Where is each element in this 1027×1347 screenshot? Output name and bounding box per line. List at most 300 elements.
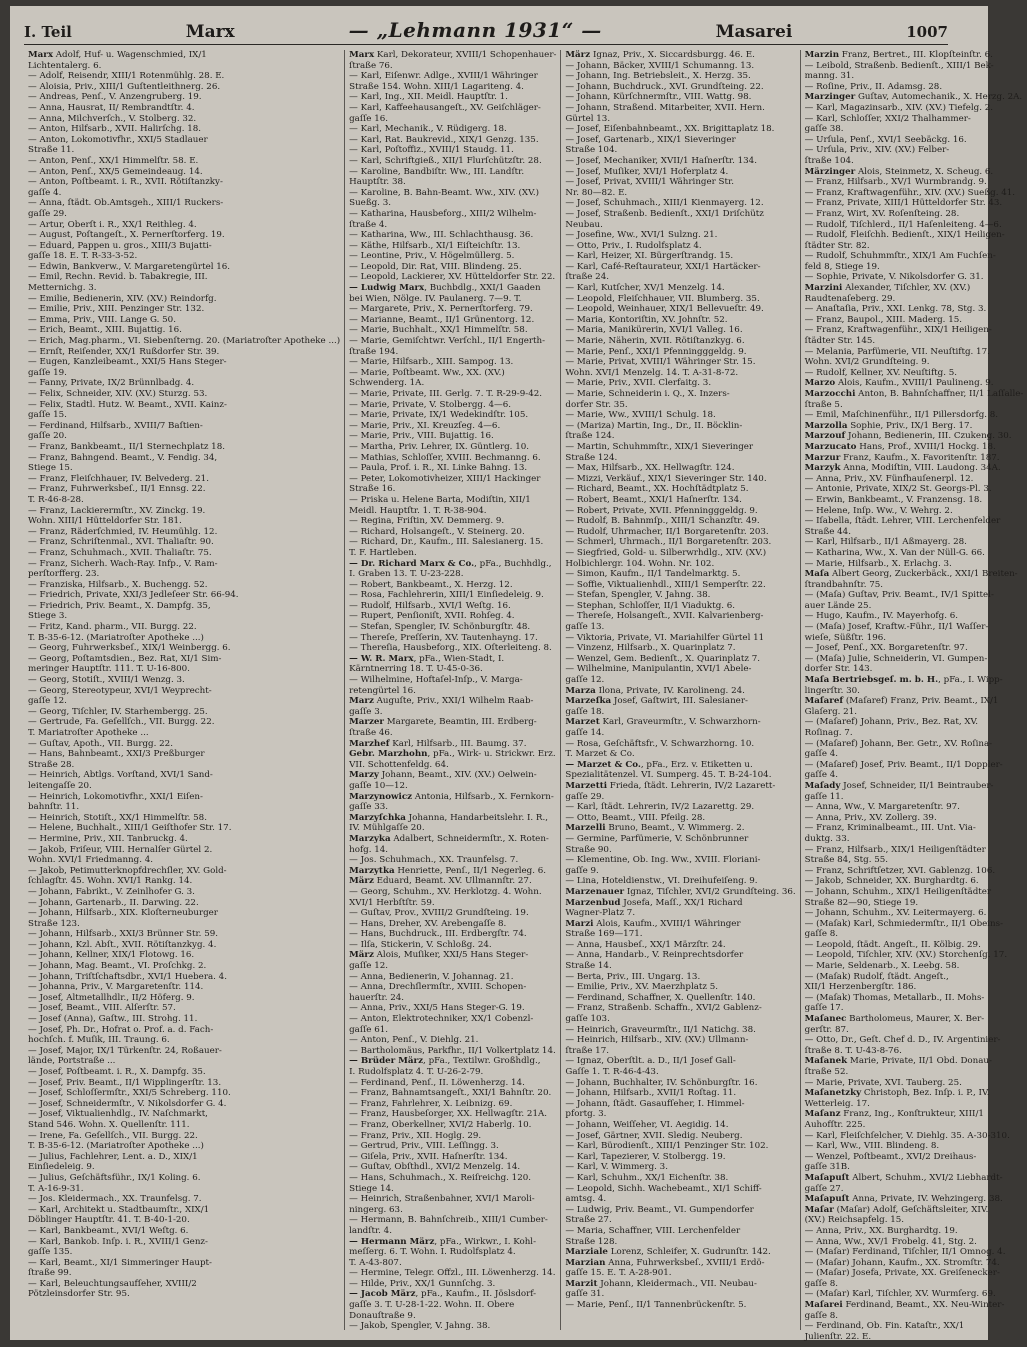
entry-text: Stiege 14. xyxy=(349,1183,394,1194)
directory-entry-line xyxy=(349,230,556,241)
column-3 xyxy=(561,50,800,1330)
entry-text: (Maſaref) Franz, Priv. Beamt., IX/1 xyxy=(843,696,999,707)
directory-entry-line xyxy=(28,400,340,411)
directory-entry-line xyxy=(805,749,1024,760)
entry-text: — Ludwig, Priv. Beamt., VI. Gumpendorfer xyxy=(565,1204,754,1215)
entry-text: ſtraße 104. xyxy=(804,155,854,166)
directory-entry-line xyxy=(565,209,795,220)
directory-entry-line xyxy=(349,198,556,209)
directory-entry-line xyxy=(565,1131,795,1142)
directory-entry-line xyxy=(349,241,556,252)
directory-entry-line xyxy=(349,347,556,358)
directory-entry-line xyxy=(805,717,1024,728)
directory-entry-line xyxy=(565,114,795,125)
directory-entry-line xyxy=(349,315,556,326)
entry-text: Wohn. XVI/1 Menzelg. 14. T. A-31-8-72. xyxy=(565,367,739,378)
entry-text: gaſſe 38. xyxy=(804,124,844,135)
directory-entry-line xyxy=(805,463,1024,474)
directory-entry-line xyxy=(28,1226,340,1237)
entry-text: — Emilie, Priv., XIII. Penzinger Str. 132. xyxy=(28,304,205,315)
entry-text: — Jakob, Friſeur, VIII. Hernalſer Gürtel 2. xyxy=(28,844,213,855)
entry-surname: Marzit xyxy=(565,1278,598,1289)
directory-entry-line xyxy=(349,1099,556,1110)
directory-entry-line xyxy=(28,347,340,358)
directory-entry-line xyxy=(565,1099,795,1110)
directory-entry-line xyxy=(28,749,340,760)
directory-entry-line xyxy=(565,198,795,209)
directory-entry-line xyxy=(565,845,795,856)
directory-entry-line xyxy=(349,887,556,898)
entry-text: — Melania, Parfümerie, VII. Neuſtiftg. 17. xyxy=(804,346,990,357)
directory-entry-line xyxy=(565,484,795,495)
entry-text: Alois, Kaufm., XVIII/1 Paulineng. 9. xyxy=(835,378,994,389)
directory-entry-line xyxy=(805,601,1024,612)
directory-entry-line xyxy=(349,1162,556,1173)
directory-entry-line xyxy=(565,1289,795,1300)
entry-text: — Johann, Straßend. Mitarbeiter, XVII. Hern. xyxy=(565,102,765,113)
directory-entry-line xyxy=(805,1067,1024,1078)
entry-surname: Marx xyxy=(28,50,54,60)
entry-text: — (Maſaref) Josef, Priv. Beamt., II/1 Doppler- xyxy=(804,759,1003,770)
directory-entry-line xyxy=(565,569,795,580)
directory-entry-line xyxy=(565,103,795,114)
entry-text: , Buchbdlg., XXI/1 Gaaden xyxy=(424,283,541,294)
entry-text: — (Maſak) Thomas, Metallarb., II. Mohs- xyxy=(804,992,985,1003)
directory-entry-line xyxy=(28,410,340,421)
entry-text: duktg. 33. xyxy=(804,833,850,844)
entry-text: — Heinrich, Lokomotivfhr., XXI/1 Eiſen- xyxy=(28,791,203,802)
entry-text: Wetterleig. 17. xyxy=(804,1098,870,1109)
entry-text: — Gertrude, Fa. Geſellſch., VII. Burgg. 22. xyxy=(28,717,215,728)
entry-text: — Gertrud, Priv., VIII. Leſſingg. 3. xyxy=(349,1141,499,1152)
directory-entry-line xyxy=(28,1194,340,1205)
directory-entry-line xyxy=(28,813,340,824)
directory-entry-line xyxy=(349,1194,556,1205)
entry-text: — (Maſar) Johann, Kaufm., XX. Stromſtr. 74. xyxy=(804,1257,1000,1268)
directory-entry-line xyxy=(349,717,556,728)
directory-entry-line xyxy=(805,1120,1024,1131)
entry-text: — Karl, Rat. Baukrevid., XIX/1 Genzg. 135. xyxy=(349,134,539,145)
entry-text: — Anton, Elektrotechniker, XX/1 Cobenzl- xyxy=(349,1014,534,1025)
entry-text: — Urſula, Priv., XIV. (XV.) Felber- xyxy=(804,145,950,156)
directory-entry-line xyxy=(805,103,1024,114)
entry-text: — Richard, Beamt., XX. Hochſtädtplatz 5. xyxy=(565,484,749,495)
entry-text: — Franz, Hilfsarb., XIX/1 Heiligenſtädter xyxy=(804,844,986,855)
entry-text: — Ferdinand, Penſ., II. Löwenherzg. 14. xyxy=(349,1077,525,1088)
directory-entry-line xyxy=(28,1184,340,1195)
directory-entry-line xyxy=(28,114,340,125)
directory-entry-line xyxy=(805,527,1024,538)
entry-text: — Karl, Kaffeehausangeſt., XV. Geiſchläger- xyxy=(349,102,541,113)
entry-surname: Marzur xyxy=(804,452,841,463)
entry-surname: — Marzet & Co. xyxy=(565,759,641,770)
entry-text: — Max, Hilfsarb., XX. Hellwagſtr. 124. xyxy=(565,463,735,474)
part-label: I. Teil xyxy=(24,23,72,41)
entry-text: — (Maſak) Rudolf, ſtädt. Angeſt., xyxy=(804,971,949,982)
entry-text: — Marie, Penſ., II/1 Tannenbrückenſtr. 5. xyxy=(565,1300,747,1311)
directory-entry-line xyxy=(565,792,795,803)
entry-text: — Ilſa, Stickerin, V. Schloßg. 24. xyxy=(349,939,492,950)
entry-text: Karl, Dekorateur, XVIII/1 Schopenhauer- xyxy=(374,50,557,60)
entry-text: — Viktoria, Private, VI. Mariahilfer Gürtel 11 xyxy=(565,632,765,643)
directory-entry-line xyxy=(805,1046,1024,1057)
directory-entry-line xyxy=(349,749,556,760)
directory-entry-line xyxy=(349,1247,556,1258)
directory-entry-line xyxy=(805,940,1024,951)
directory-entry-line xyxy=(805,728,1024,739)
entry-surname: Marzinger xyxy=(804,92,856,103)
entry-text: — Johann, Schuhm., XV. Leitermayerg. 6. xyxy=(804,908,987,919)
directory-entry-line xyxy=(805,1300,1024,1311)
entry-text: gaſſe 31. xyxy=(565,1289,605,1300)
directory-entry-line xyxy=(565,749,795,760)
directory-entry-line xyxy=(28,537,340,548)
directory-entry-line xyxy=(565,1162,795,1173)
directory-entry-line xyxy=(565,368,795,379)
entry-text: — Giſela, Priv., XVII. Haſnerſtr. 134. xyxy=(349,1151,508,1162)
directory-entry-line xyxy=(565,167,795,178)
directory-entry-line xyxy=(349,580,556,591)
directory-entry-line xyxy=(349,1215,556,1226)
entry-text: — Franz, Hausbeſorger, XX. Hellwagſtr. 21A. xyxy=(349,1109,548,1120)
entry-text: — Anna, Hausbeſ., XX/1 Märzſtr. 24. xyxy=(565,939,726,950)
entry-surname: Maſady xyxy=(804,780,841,791)
entry-text: gaſſe 18. E. T. R-33-3-52. xyxy=(28,251,138,262)
entry-text: — Fanny, Private, IX/2 Brünnlbadg. 4. xyxy=(28,378,195,389)
directory-entry-line xyxy=(28,739,340,750)
entry-text: gaſſe 12. xyxy=(565,675,605,686)
directory-entry-line xyxy=(565,177,795,188)
directory-entry-line xyxy=(565,1025,795,1036)
directory-entry-line xyxy=(565,664,795,675)
directory-entry-line xyxy=(565,696,795,707)
entry-text: Glaſerg. 21. xyxy=(804,706,857,717)
directory-entry-line xyxy=(565,972,795,983)
entry-text: — Marie, Ww., XVIII/1 Schulg. 18. xyxy=(565,410,716,421)
directory-entry-line xyxy=(349,1131,556,1142)
entry-text: — Josef, Straßenb. Bedienſt., XXI/1 Driſchütz xyxy=(565,208,764,219)
entry-text: gaſſe 15. E. T. A-28-901. xyxy=(565,1268,672,1279)
directory-entry-line xyxy=(349,1152,556,1163)
directory-entry-line xyxy=(565,654,795,665)
entry-text: VII. Schottenfeldg. 64. xyxy=(349,759,449,770)
entry-text: — Hugo, Kaufm., IV. Mayerhofg. 6. xyxy=(804,611,959,622)
entry-surname: Marzer xyxy=(349,717,384,728)
directory-entry-line xyxy=(565,537,795,548)
entry-text: — Josef, Altmetallhdlr., II/2 Höferg. 9. xyxy=(28,992,195,1003)
directory-entry-line xyxy=(565,548,795,559)
directory-entry-line xyxy=(565,1120,795,1131)
directory-entry-line xyxy=(565,50,795,61)
entry-text: — Karl, Architekt u. Stadtbaumſtr., XIX/1 xyxy=(28,1204,210,1215)
entry-surname: März xyxy=(349,876,374,887)
entry-text: — Leontine, Priv., V. Högelmüllerg. 5. xyxy=(349,251,515,262)
entry-text: — Wenzel, Poſtbeamt., XVI/2 Dreihaus- xyxy=(804,1151,977,1162)
entry-text: — Johann, Fabrikt., V. Zeinlhofer G. 3. xyxy=(28,886,195,897)
directory-entry-line xyxy=(28,633,340,644)
directory-entry-line xyxy=(805,61,1024,72)
entry-text: — Jos. Schuhmach., XX. Traunfelsg. 7. xyxy=(349,855,519,866)
directory-entry-line xyxy=(805,167,1024,178)
entry-text: — Heinrich, Straßenbahner, XVI/1 Maroli- xyxy=(349,1194,535,1205)
directory-entry-line xyxy=(805,1056,1024,1067)
directory-entry-line xyxy=(349,1205,556,1216)
entry-text: — Josef, Gärtner, XVII. Sledig. Neuberg. xyxy=(565,1130,743,1141)
directory-entry-line xyxy=(28,919,340,930)
entry-surname: Marzenbud xyxy=(565,897,621,908)
directory-entry-line xyxy=(28,294,340,305)
entry-text: — Bartholomäus, Parkfhr., II/1 Volkertplatz 14. xyxy=(349,1045,556,1056)
directory-entry-line xyxy=(349,929,556,940)
entry-text: Lichtentalerg. 6. xyxy=(28,60,102,71)
directory-entry-line xyxy=(28,707,340,718)
entry-text: — Karl, Magazinsarb., XIV. (XV.) Tiefelg. 2. xyxy=(804,102,994,113)
entry-text: — Simon, Kaufm., II/1 Tandelmarktg. 5. xyxy=(565,569,741,580)
entry-text: Ignaz, Tiſchler, XVI/2 Grundſteing. 36. xyxy=(624,886,796,897)
entry-text: Straße 27. xyxy=(565,1215,612,1226)
entry-text: Stiege 15. xyxy=(28,463,73,474)
entry-text: Josef, Gaſtwirt, III. Salesianer- xyxy=(611,696,748,707)
entry-text: Straße 28. xyxy=(28,759,75,770)
directory-entry-line xyxy=(805,781,1024,792)
directory-entry-line xyxy=(349,940,556,951)
directory-entry-line xyxy=(28,559,340,570)
entry-text: — Josef, Ph. Dr., Hofrat o. Prof. a. d. Fach- xyxy=(28,1024,214,1035)
directory-entry-line xyxy=(349,993,556,1004)
entry-text: Straße 154. Wohn. XIII/1 Lagariteng. 4. xyxy=(349,81,524,92)
directory-entry-line xyxy=(565,611,795,622)
entry-text: — Josef, Mechaniker, XVII/1 Haſnerſtr. 134. xyxy=(565,155,757,166)
directory-entry-line xyxy=(805,1279,1024,1290)
entry-text: Nr. 80—82. E. xyxy=(565,187,628,198)
entry-text: — Franz, Priv., XII. Hoglg. 29. xyxy=(349,1130,482,1141)
directory-entry-line xyxy=(28,1279,340,1290)
entry-text: Straße 124. xyxy=(565,452,618,463)
entry-text: ſtraße 52. xyxy=(804,1067,849,1077)
entry-text: — Karl, Beamt., XI/1 Simmeringer Haupt- xyxy=(28,1257,212,1268)
directory-entry-line xyxy=(349,961,556,972)
directory-entry-line xyxy=(349,696,556,707)
directory-entry-line xyxy=(805,209,1024,220)
first-keyword: Marx xyxy=(185,22,235,42)
entry-text: — Anna, Bedienerin, V. Johannag. 21. xyxy=(349,971,514,982)
entry-text: Alois, Kaufm., XVIII/1 Währinger xyxy=(593,918,741,929)
entry-text: T. A-43-807. xyxy=(349,1257,402,1268)
directory-entry-line xyxy=(28,876,340,887)
directory-entry-line xyxy=(28,972,340,983)
directory-entry-line xyxy=(28,177,340,188)
entry-text: — (Maſaref) Johann, Priv., Bez. Rat, XV. xyxy=(804,717,979,728)
entry-text: — Marianne, Beamt., II/1 Grünentorg. 12. xyxy=(349,314,535,325)
directory-entry-line xyxy=(805,972,1024,983)
directory-entry-line xyxy=(805,569,1024,580)
directory-entry-line xyxy=(349,209,556,220)
entry-text: — Rudolf, Uhrmacher, II/1 Borgaretenſtr. 203. xyxy=(565,526,769,537)
entry-text: gaſſe 4. xyxy=(804,770,839,781)
directory-entry-line xyxy=(565,919,795,930)
entry-text: — Thereſe, Preſſerin, XV. Tautenhayng. 17. xyxy=(349,632,538,643)
directory-entry-line xyxy=(28,664,340,675)
entry-text: — Felix, Schneider, XIV. (XV.) Sturzg. 53. xyxy=(28,389,208,399)
entry-text: — Georg, Poſtamtsdien., Bez. Rat, XI/1 Sim- xyxy=(28,653,222,664)
entry-text: — Rudolf, Tiſchlerd., II/1 Haſenleiteng. 4—6. xyxy=(804,219,1002,230)
entry-text: — Jakob, Petimutterknopfdrechſler, XV. Gold- xyxy=(28,865,227,876)
entry-text: — Franz, Bahnamtsangeſt., XXI/1 Bahnſtr. 20. xyxy=(349,1088,552,1099)
directory-entry-line xyxy=(565,717,795,728)
directory-entry-line xyxy=(565,230,795,241)
directory-entry-line xyxy=(28,421,340,432)
entry-text: — Anton, Penſ., XX/5 Gemeindeaug. 14. xyxy=(28,166,203,177)
directory-entry-line xyxy=(805,347,1024,358)
entry-surname: Marzeſka xyxy=(565,696,612,707)
directory-entry-line xyxy=(28,378,340,389)
entry-text: — Rosa, Geſchäftsfr., V. Schwarzhorng. 10. xyxy=(565,738,755,749)
entry-text: lände, Portstraße ... xyxy=(28,1056,116,1067)
entry-text: — Marie, Seldenarb., X. Leebg. 58. xyxy=(804,961,960,972)
directory-entry-line xyxy=(565,1056,795,1067)
entry-text: — Johann, Hilfsarb., XXI/3 Brünner Str. 59. xyxy=(28,929,219,940)
directory-entry-line xyxy=(28,1120,340,1131)
entry-text: — Erich, Mag.pharm., VI. Siebenſterng. 20. (Mariatroſter Apotheke ...) xyxy=(28,336,341,347)
directory-entry-line xyxy=(805,251,1024,262)
entry-text: — Franz, Kriminalbeamt., III. Unt. Via- xyxy=(804,823,976,834)
entry-text: bahnſtr. 11. xyxy=(28,802,80,813)
entry-text: — Johann, Ing. Betriebsleit., X. Herzg. 35. xyxy=(565,71,751,82)
entry-text: — Rudolf, Hilfsarb., XVI/1 Weſtg. 16. xyxy=(349,600,511,611)
entry-text: Straße 169—171. xyxy=(565,929,643,940)
entry-text: — Stefan, Spengler, IV. Schönburgſtr. 48. xyxy=(349,622,531,633)
directory-entry-line xyxy=(805,516,1024,527)
directory-entry-line xyxy=(28,124,340,135)
entry-text: T. B-35-6-12. (Mariatroſter Apotheke ...) xyxy=(28,1141,204,1152)
directory-entry-line xyxy=(28,601,340,612)
entry-text: , pFa., Erz. v. Etiketten u. xyxy=(640,759,753,770)
entry-text: — Käthe, Hilfsarb., XI/1 Eiſteichſtr. 13. xyxy=(349,240,521,251)
entry-text: — Adolf, Reisendr, XIII/1 Rotenmühlg. 28. E. xyxy=(28,71,225,82)
entry-text: — Hans, Schuhmach., X. Reiſreichg. 120. xyxy=(349,1172,532,1183)
entry-text: — Franz, Fleiſchhauer, IV. Belvederg. 21. xyxy=(28,473,209,484)
entry-text: meſſerg. 6. T. Wohn. I. Rudolfsplatz 4. xyxy=(349,1247,516,1258)
entry-text: — Iſabella, ſtädt. Lehrer, VIII. Lerchenfelder xyxy=(804,516,1001,527)
directory-entry-line xyxy=(565,347,795,358)
entry-text: — Hermann, B. Bahnſchreib., XIII/1 Cumber- xyxy=(349,1215,548,1226)
directory-entry-line xyxy=(349,559,556,570)
entry-text: — Anna, Milchverſch., V. Stolberg. 32. xyxy=(28,113,197,124)
entry-text: — Friedrich, Priv. Beamt., X. Dampfg. 35, xyxy=(28,600,211,611)
entry-text: Anna, Modiſtin, VIII. Laudong. 34A. xyxy=(840,463,1001,474)
directory-entry-line xyxy=(28,336,340,347)
directory-entry-line xyxy=(349,82,556,93)
directory-entry-line xyxy=(28,961,340,972)
directory-entry-line xyxy=(565,463,795,474)
entry-text: gaſſe 3. xyxy=(349,706,383,717)
entry-text: Albert Georg, Zuckerbäck., XXI/1 Breiten- xyxy=(829,569,1018,580)
entry-text: ſtraße 5. xyxy=(804,399,843,410)
entry-text: — Richard, Dr., Kaufm., III. Salesianerg. 15. xyxy=(349,537,544,548)
directory-entry-line xyxy=(565,431,795,442)
entry-text: Wagner-Platz 7. xyxy=(565,908,636,919)
directory-entry-line xyxy=(28,495,340,506)
directory-entry-line xyxy=(28,1152,340,1163)
entry-text: gaſſe 9. xyxy=(565,865,599,876)
entry-text: — Anna, Drechſlermſtr., XVIII. Schopen- xyxy=(349,982,527,993)
entry-text: — Ferdinand, Hilfsarb., XVIII/7 Baſtien- xyxy=(28,420,203,431)
entry-text: — Ignaz, Oberſtlt. a. D., II/1 Josef Gall- xyxy=(565,1056,736,1067)
directory-entry-line xyxy=(805,357,1024,368)
entry-text: — Mizzi, Verkäuf., XIX/1 Sieveringer Str. 140. xyxy=(565,473,767,484)
directory-entry-line xyxy=(28,283,340,294)
directory-entry-line xyxy=(805,993,1024,1004)
directory-entry-line xyxy=(565,251,795,262)
directory-entry-line xyxy=(349,1184,556,1195)
directory-entry-line xyxy=(28,580,340,591)
entry-text: hochſch. f. Muſik, III. Traung. 6. xyxy=(28,1035,170,1046)
directory-entry-line xyxy=(349,431,556,442)
entry-text: gaſſe 18. xyxy=(565,706,605,717)
entry-text: gaſſe 31B. xyxy=(804,1162,850,1173)
entry-text: — Anna, Priv., XV. Zollerg. 39. xyxy=(804,812,937,823)
directory-entry-line xyxy=(349,135,556,146)
entry-text: — Josef, Eiſenbahnbeamt., XX. Brigittaplatz 18. xyxy=(565,124,775,135)
entry-text: — Marie, Hilfsarb., X. Erlachg. 3. xyxy=(804,558,952,569)
entry-text: Stiege 3. xyxy=(28,611,68,622)
entry-text: — Franz, Hilfsarb., XV/1 Wurmbrandg. 9. xyxy=(804,177,987,188)
entry-text: — Johann, Bäcker, XVIII/1 Schumanng. 13. xyxy=(565,60,755,71)
entry-text: — Schmerl, Uhrmach., II/1 Borgaretenſtr. 203. xyxy=(565,537,772,548)
entry-text: — Karl, ſtädt. Lehrerin, IV/2 Lazarettg. 29. xyxy=(565,802,755,813)
entry-text: wieſe, Süßſtr. 196. xyxy=(804,632,887,643)
entry-text: — Regina, Friſtin, XV. Demmerg. 9. xyxy=(349,516,505,527)
entry-text: Gaſſe 1. T. R-46-4-43. xyxy=(565,1067,659,1077)
directory-entry-line xyxy=(565,781,795,792)
directory-entry-line xyxy=(565,1003,795,1014)
entry-text: — Rudolf, B. Bahnmſp., XIII/1 Schanzſtr. 49. xyxy=(565,516,760,527)
directory-entry-line xyxy=(28,506,340,517)
entry-text: — Andreas, Penſ., V. Anzengruberg. 19. xyxy=(28,92,202,103)
entry-surname: Marzelli xyxy=(565,823,606,834)
directory-entry-line xyxy=(28,1173,340,1184)
directory-entry-line xyxy=(565,601,795,612)
entry-text: gaſſe 29. xyxy=(28,208,67,219)
entry-text: — Mathias, Schloſſer, XVIII. Bechmanng. 6. xyxy=(349,452,541,463)
directory-entry-line xyxy=(565,675,795,686)
directory-entry-line xyxy=(349,1025,556,1036)
directory-entry-line xyxy=(349,813,556,824)
directory-entry-line xyxy=(565,1152,795,1163)
entry-text: Spezialitätenzel. VI. Sumperg. 45. T. B-24-104. xyxy=(565,770,772,781)
entry-text: — Rudolf, Fleiſchh. Bedienſt., XIX/1 Heiligen- xyxy=(804,230,1005,241)
directory-entry-line xyxy=(805,1025,1024,1036)
entry-text: gaſſe 103. xyxy=(565,1014,610,1025)
directory-entry-line xyxy=(349,400,556,411)
entry-text: — Otto, Dr., Geſt. Chef d. D., IV. Argentinier- xyxy=(804,1035,1001,1046)
entry-text: ſtädter Str. 82. xyxy=(804,240,870,251)
directory-entry-line xyxy=(28,304,340,315)
directory-entry-line xyxy=(565,1215,795,1226)
entry-text: — Karl, Fleiſchſelcher, V. Diehlg. 35. A-30-310. xyxy=(804,1130,1010,1141)
directory-entry-line xyxy=(565,304,795,315)
entry-text: — Franz, Private, XIII/1 Hütteldorfer Str. 43. xyxy=(804,198,1003,209)
directory-entry-line xyxy=(349,1268,556,1279)
entry-text: I. Graben 13. T. U-23-228. xyxy=(349,569,464,580)
directory-entry-line xyxy=(565,474,795,485)
entry-text: gaſſe 20. xyxy=(28,431,67,442)
entry-surname: Maſa Bertriebsgeſ. m. b. H. xyxy=(804,675,939,686)
directory-entry-line xyxy=(28,728,340,739)
directory-entry-line xyxy=(349,1035,556,1046)
entry-text: Christoph, Bez. Inſp. i. P., IV. xyxy=(861,1088,990,1099)
entry-text: , pFa., Kaufm., II. Jöslsdorf- xyxy=(415,1289,537,1300)
